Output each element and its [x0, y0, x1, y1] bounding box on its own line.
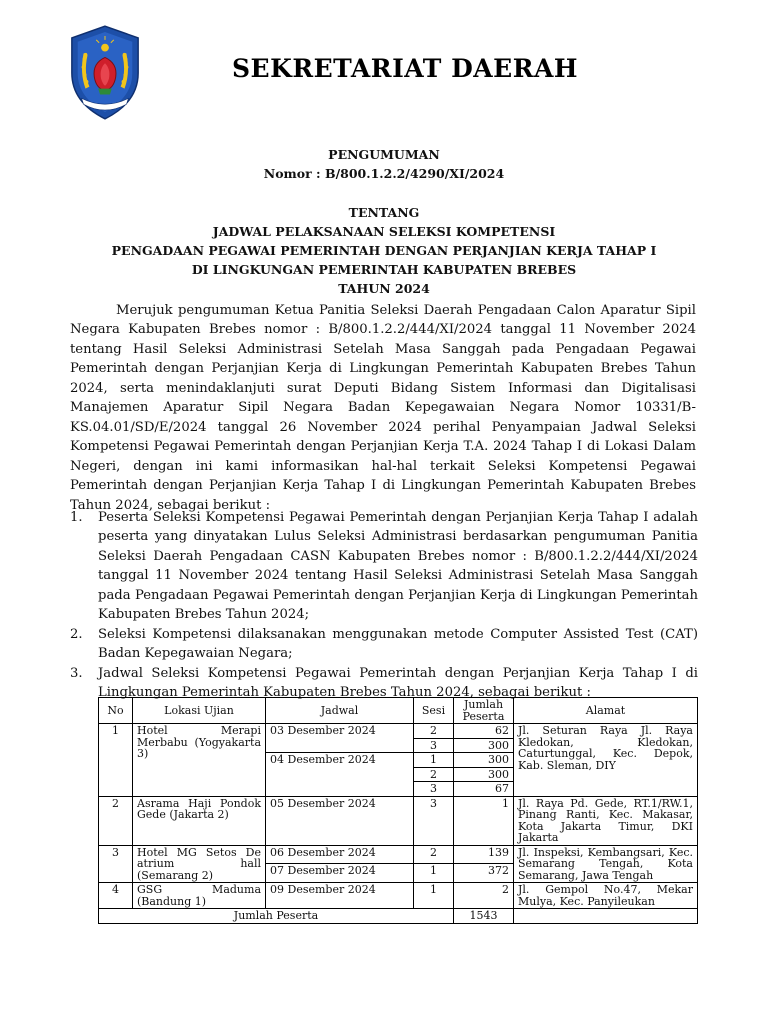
location-cell: Hotel MG Setos De atrium hall (Semarang 2) — [133, 845, 266, 883]
numbered-list — [70, 508, 698, 703]
table-row — [99, 796, 698, 845]
session-cell: 3 — [414, 738, 454, 753]
announcement-number: Nomor : B/800.1.2.2/4290/XI/2024 — [263, 166, 505, 181]
header-location: Lokasi Ujian — [133, 698, 266, 724]
location-cell: Asrama Haji Pondok Gede (Jakarta 2) — [133, 796, 266, 845]
session-cell: 1 — [414, 864, 454, 883]
count-cell: 300 — [454, 738, 514, 753]
count-cell: 372 — [454, 864, 514, 883]
session-cell: 1 — [414, 883, 454, 909]
header-schedule: Jadwal — [266, 698, 414, 724]
address-cell: Jl. Inspeksi, Kembangsari, Kec. Semarang Tengah, Kota Semarang, Jawa Tengah — [514, 845, 698, 883]
count-cell: 2 — [454, 883, 514, 909]
table-row — [99, 883, 698, 909]
header-participants: Jumlah Peserta — [454, 698, 514, 724]
brebes-regency-emblem-icon — [66, 24, 144, 122]
date-cell: 07 Desember 2024 — [266, 864, 414, 883]
row-number: 2 — [99, 796, 133, 845]
session-cell: 2 — [414, 845, 454, 864]
list-number: 2. — [70, 626, 83, 642]
list-item — [70, 508, 698, 625]
total-label: Jumlah Peserta — [99, 909, 454, 924]
subject-line: DI LINGKUNGAN PEMERINTAH KABUPATEN BREBES — [191, 262, 577, 277]
date-cell: 04 Desember 2024 — [266, 753, 414, 797]
date-cell: 09 Desember 2024 — [266, 883, 414, 909]
list-number: 1. — [70, 510, 83, 525]
table-row — [99, 724, 698, 739]
count-cell: 139 — [454, 845, 514, 864]
count-cell: 67 — [454, 782, 514, 797]
subject-line: TAHUN 2024 — [338, 281, 430, 296]
schedule-table — [98, 697, 698, 924]
table-row — [99, 845, 698, 864]
total-empty-cell — [514, 909, 698, 924]
total-value: 1543 — [454, 909, 514, 924]
list-item-text: Seleksi Kompetensi dilaksanakan menggunakan metode Computer Assisted Test (CAT) Badan Kepegawaian Negara; — [98, 626, 698, 662]
count-cell: 62 — [454, 724, 514, 739]
subject-line: JADWAL PELAKSANAAN SELEKSI KOMPETENSI — [212, 224, 556, 239]
total-row — [99, 909, 698, 924]
list-item-text: Jadwal Seleksi Kompetensi Pegawai Pemerintah dengan Perjanjian Kerja Tahap I di Lingkungan Pemerintah Kabupaten Brebes Tahun 2024, sebagai berikut : — [98, 665, 698, 701]
subject-line: PENGADAAN PEGAWAI PEMERINTAH DENGAN PERJANJIAN KERJA TAHAP I — [111, 243, 657, 258]
table-header-row — [99, 698, 698, 724]
list-item — [70, 625, 698, 664]
date-cell: 03 Desember 2024 — [266, 724, 414, 753]
intro-paragraph: Merujuk pengumuman Ketua Panitia Seleksi Daerah Pengadaan Calon Aparatur Sipil Negara Kabupaten Brebes nomor : B/800.1.2.2/444/XI/2024 tanggal 11 November 2024 tentang Hasil Seleksi Administrasi Setelah Masa Sanggah pada Pengadaan Pegawai Pemerintah dengan Perjanjian Kerja di Lingkungan Pemerintah Kabupaten Brebes Tahun 2024, serta menindaklanjuti surat Deputi Bidang Sistem Informasi dan Digitalisasi Manajemen Aparatur Sipil Negara Badan Kepegawaian Negara Nomor 10331/B-KS.04.01/SD/E/2024 tanggal 26 November 2024 perihal Penyampaian Jadwal Seleksi Kompetensi Pegawai Pemerintah dengan Perjanjian Kerja T.A. 2024 Tahap I di Lokasi Dalam Negeri, dengan ini kami informasikan hal-hal terkait Seleksi Kompetensi Pegawai Pemerintah dengan Perjanjian Kerja Tahap I di Lingkungan Pemerintah Kabupaten Brebes Tahun 2024, sebagai berikut : — [70, 303, 696, 513]
session-cell: 1 — [414, 753, 454, 768]
agency-title: SEKRETARIAT DAERAH — [232, 54, 579, 83]
count-cell: 300 — [454, 767, 514, 782]
row-number: 1 — [99, 724, 133, 797]
header-no: No — [99, 698, 133, 724]
row-number: 3 — [99, 845, 133, 883]
location-cell: Hotel Merapi Merbabu (Yogyakarta 3) — [133, 724, 266, 797]
address-cell: Jl. Raya Pd. Gede, RT.1/RW.1, Pinang Ranti, Kec. Makasar, Kota Jakarta Timur, DKI Jakarta — [514, 796, 698, 845]
list-number: 3. — [70, 665, 83, 681]
list-item-text: Peserta Seleksi Kompetensi Pegawai Pemerintah dengan Perjanjian Kerja Tahap I adalah peserta yang dinyatakan Lulus Seleksi Administrasi berdasarkan pengumuman Panitia Seleksi Daerah Pengadaan CASN Kabupaten Brebes nomor : B/800.1.2.2/444/XI/2024 tanggal 11 November 2024 tentang Hasil Seleksi Administrasi Setelah Masa Sanggah pada Pengadaan Pegawai Pemerintah dengan Perjanjian Kerja di Lingkungan Pemerintah Kabupaten Brebes Tahun 2024; — [98, 510, 698, 623]
session-cell: 2 — [414, 724, 454, 739]
session-cell: 3 — [414, 782, 454, 797]
count-cell: 1 — [454, 796, 514, 845]
announcement-label: PENGUMUMAN — [328, 147, 440, 162]
date-cell: 05 Desember 2024 — [266, 796, 414, 845]
session-cell: 3 — [414, 796, 454, 845]
session-cell: 2 — [414, 767, 454, 782]
about-label: TENTANG — [348, 205, 420, 220]
header-address: Alamat — [514, 698, 698, 724]
count-cell: 300 — [454, 753, 514, 768]
row-number: 4 — [99, 883, 133, 909]
location-cell: GSG Maduma (Bandung 1) — [133, 883, 266, 909]
address-cell: Jl. Gempol No.47, Mekar Mulya, Kec. Panyileukan — [514, 883, 698, 909]
address-cell: Jl. Seturan Raya Jl. Raya Kledokan, Kledokan, Caturtunggal, Kec. Depok, Kab. Sleman, DIY — [514, 724, 698, 797]
header-session: Sesi — [414, 698, 454, 724]
date-cell: 06 Desember 2024 — [266, 845, 414, 864]
